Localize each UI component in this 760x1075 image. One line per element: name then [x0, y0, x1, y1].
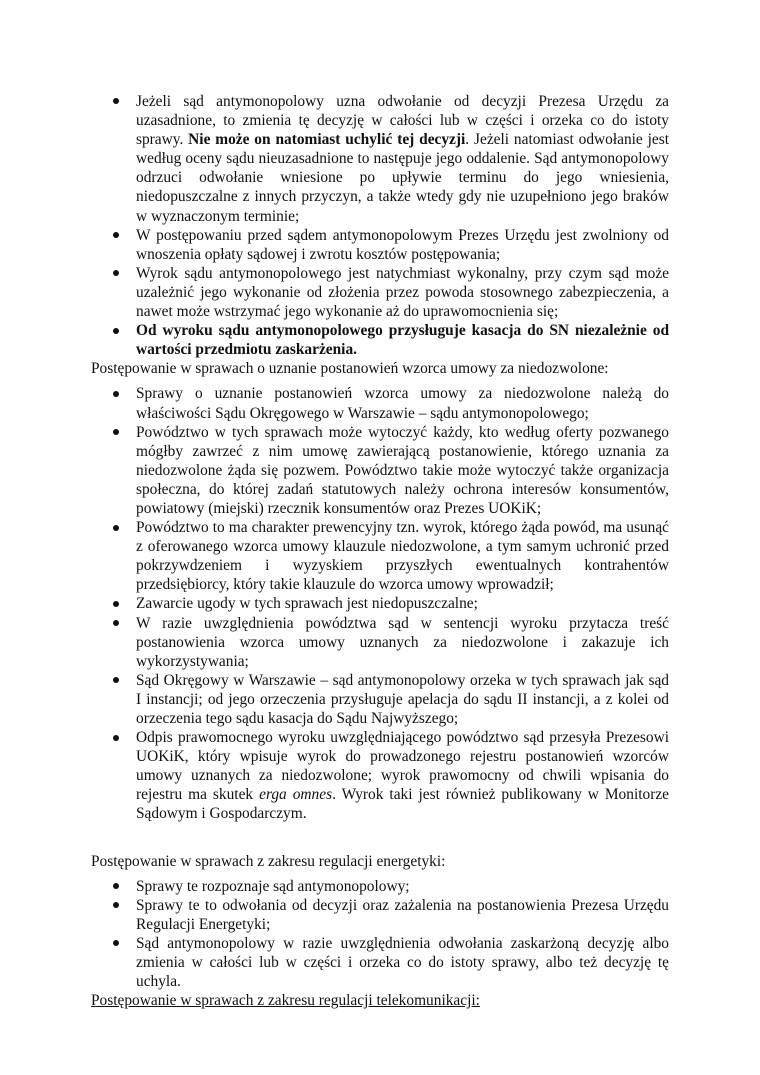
- bullet-icon: [111, 728, 121, 747]
- list-item: Sąd antymonopolowy w razie uwzględnienia odwołania zaskarżoną decyzję albo zmienia w całości lub w części i orzeka co do istoty sprawy, albo też decyzję tę uchyla.: [91, 934, 669, 991]
- bullet-icon: [111, 877, 121, 896]
- list-item: Jeżeli sąd antymonopolowy uzna odwołanie od decyzji Prezesa Urzędu za uzasadnione, to zmienia tę decyzję w całości lub w części i orzeka co do istoty sprawy. Nie może on natomiast uchylić tej decyzji. Jeżeli natomiast odwołanie jest według oceny sądu nieuzasadnione to następuje jego oddalenie. Sąd antymonopolowy odrzuci odwołanie wniesione po upływie terminu do jego wniesienia, niedopuszczalne z innych przyczyn, a także wtedy gdy nie uzupełniono jego braków w wyznaczonym terminie;: [91, 92, 669, 226]
- bullet-icon: [111, 384, 121, 403]
- section-heading-telecom: Postępowanie w sprawach z zakresu regulacji telekomunikacji:: [91, 992, 480, 1010]
- bullet-icon: [111, 896, 121, 915]
- list-item: Sprawy te to odwołania od decyzji oraz zażalenia na postanowienia Prezesa Urzędu Regulacji Energetyki;: [91, 896, 669, 934]
- bullet-icon: [111, 594, 121, 613]
- bullet-icon: [111, 264, 121, 283]
- list-item: [91, 321, 669, 359]
- list-item: Powództwo w tych sprawach może wytoczyć każdy, kto według oferty pozwanego mógłby zawrzeć z nim umowę zawierającą postanowienie, którego uznania za niedozwolone żąda się pozwem. Powództwo takie może wytoczyć także organizacja społeczna, do której zadań statutowych należy ochrona interesów konsumentów, powiatowy (miejski) rzecznik konsumentów oraz Prezes UOKiK;: [91, 423, 669, 518]
- document-body: [91, 92, 669, 1010]
- list-item: Sąd Okręgowy w Warszawie – sąd antymonopolowy orzeka w tych sprawach jak sąd I instancji; od jego orzeczenia przysługuje apelacja do sądu II instancji, a z kolei od orzeczenia tego sądu kasacja do Sądu Najwyższego;: [91, 671, 669, 728]
- bullet-icon: [111, 226, 121, 245]
- list-item: W razie uwzględnienia powództwa sąd w sentencji wyroku przytacza treść postanowienia wzorca umowy uznanych za niedozwolone i zakazuje ich wykorzystywania;: [91, 614, 669, 671]
- contract-templates-list: [91, 384, 669, 823]
- list-item: W postępowaniu przed sądem antymonopolowym Prezes Urzędu jest zwolniony od wnoszenia opłaty sądowej i zwrotu kosztów postępowania;: [91, 226, 669, 264]
- bold-text: Nie może on natomiast uchylić tej decyzji: [188, 131, 466, 149]
- bullet-icon: [111, 671, 121, 690]
- italic-text: erga omnes: [259, 786, 333, 804]
- section-heading-energy: Postępowanie w sprawach z zakresu regulacji energetyki:: [91, 852, 446, 870]
- bullet-icon: [111, 934, 121, 953]
- list-item: Zawarcie ugody w tych sprawach jest niedopuszczalne;: [91, 594, 669, 613]
- list-item: Odpis prawomocnego wyroku uwzględniającego powództwo sąd przesyła Prezesowi UOKiK, który wpisuje wyrok do prowadzonego rejestru postanowień wzorców umowy uznanych za niedozwolone; wyrok prawomocny od chwili wpisania do rejestru ma skutek erga omnes. Wyrok taki jest również publikowany w Monitorze Sądowym i Gospodarczym.: [91, 728, 669, 823]
- bullet-icon: [111, 92, 121, 111]
- energy-regulation-list: [91, 877, 669, 992]
- list-item: Sprawy o uznanie postanowień wzorca umowy za niedozwolone należą do właściwości Sądu Okręgowego w Warszawie – sądu antymonopolowego;: [91, 384, 669, 422]
- antimonopoly-court-list: [91, 92, 669, 359]
- bold-text: Od wyroku sądu antymonopolowego przysługuje kasacja do SN niezależnie od wartości przedmiotu zaskarżenia.: [136, 322, 669, 359]
- bullet-icon: [111, 518, 121, 537]
- list-item: Sprawy te rozpoznaje sąd antymonopolowy;: [91, 877, 669, 896]
- bullet-icon: [111, 614, 121, 633]
- list-item: Wyrok sądu antymonopolowego jest natychmiast wykonalny, przy czym sąd może uzależnić jego wykonanie od złożenia przez powoda stosownego zabezpieczenia, a nawet może wstrzymać jego wykonanie aż do uprawomocnienia się;: [91, 264, 669, 321]
- section-heading-contract-templates: Postępowanie w sprawach o uznanie postanowień wzorca umowy za niedozwolone:: [91, 360, 609, 378]
- bullet-icon: [111, 321, 121, 340]
- bullet-icon: [111, 423, 121, 442]
- list-item: Powództwo to ma charakter prewencyjny tzn. wyrok, którego żąda powód, ma usunąć z oferowanego wzorca umowy klauzule niedozwolone, a tym samym uchronić przed pokrzywdzeniem i wyzyskiem przyszłych ewentualnych kontrahentów przedsiębiorcy, który takie klauzule do wzorca umowy wprowadził;: [91, 518, 669, 594]
